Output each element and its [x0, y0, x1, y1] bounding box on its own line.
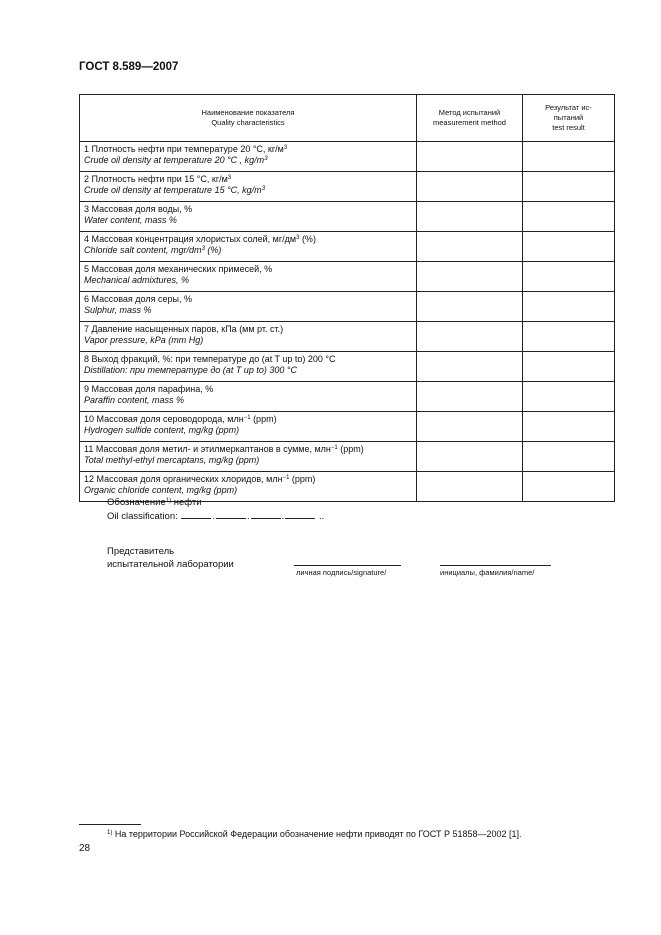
- result-cell[interactable]: [523, 262, 615, 292]
- table-row: [80, 142, 615, 172]
- characteristic-ru: 10 Массовая доля сероводорода, млн$^{-1}$ (ppm): [84, 414, 277, 424]
- characteristic-ru: 6 Массовая доля серы, %: [84, 294, 192, 304]
- method-cell[interactable]: [417, 382, 523, 412]
- page-number: 28: [79, 843, 91, 854]
- column-header-method: Метод испытаний measurement method: [417, 95, 523, 142]
- characteristic-en: Total methyl-ethyl mercaptans, mg/kg (ppm): [84, 455, 260, 465]
- method-cell[interactable]: [417, 142, 523, 172]
- method-cell[interactable]: [417, 202, 523, 232]
- characteristic-ru: 4 Массовая концентрация хлористых солей, $мг/дм^3$ (%): [84, 234, 316, 244]
- table-row: [80, 202, 615, 232]
- characteristic-cell: [80, 352, 417, 382]
- table-row: [80, 322, 615, 352]
- representative-label: испытательной лаборатории: [107, 559, 234, 570]
- table-row: [80, 442, 615, 472]
- method-cell[interactable]: [417, 292, 523, 322]
- method-cell[interactable]: [417, 472, 523, 502]
- characteristic-ru: 7 Давление насыщенных паров, кПа (мм рт. ст.): [84, 324, 284, 334]
- method-cell[interactable]: [417, 412, 523, 442]
- characteristic-en: Paraffin content, mass %: [84, 395, 185, 405]
- characteristic-ru: 9 Массовая доля парафина, %: [84, 384, 214, 394]
- oil-blank-field[interactable]: [216, 509, 246, 519]
- table-row: [80, 352, 615, 382]
- characteristic-cell: [80, 442, 417, 472]
- column-header-result: Результат ис- пытаний test result: [523, 95, 615, 142]
- characteristic-cell: [80, 322, 417, 352]
- column-header-characteristic: Наименование показателя Quality characteristics: [80, 95, 417, 142]
- characteristic-ru: 12 Массовая доля органических хлоридов, млн$^{-1}$ (ppm): [84, 474, 316, 484]
- characteristic-cell: [80, 382, 417, 412]
- characteristic-cell: [80, 262, 417, 292]
- document-header: ГОСТ 8.589—2007: [79, 61, 179, 73]
- characteristic-en: Chloride salt content, mgr/$dm^3$ (%): [84, 245, 222, 255]
- characteristic-ru: 8 Выход фракций, %: при температуре до (at T up to) 200 °С: [84, 354, 336, 364]
- characteristic-en: Organic chloride content, mg/kg (ppm): [84, 485, 238, 495]
- oil-classification: Обозначение$^{1)}$ нефти Oil classification: . . . ..: [107, 497, 325, 522]
- result-cell[interactable]: [523, 322, 615, 352]
- result-cell[interactable]: [523, 202, 615, 232]
- method-cell[interactable]: [417, 442, 523, 472]
- result-cell[interactable]: [523, 472, 615, 502]
- footnote-divider: [79, 824, 141, 825]
- representative-label: Представитель: [107, 546, 175, 557]
- footnote-ref: 1): [165, 498, 172, 504]
- table-row: [80, 382, 615, 412]
- characteristic-cell: [80, 202, 417, 232]
- characteristic-ru: 1 Плотность нефти при температуре 20 °С, $кг/м^3$: [84, 144, 288, 154]
- result-cell[interactable]: [523, 442, 615, 472]
- characteristic-en: Water content, mass %: [84, 215, 177, 225]
- result-cell[interactable]: [523, 382, 615, 412]
- method-cell[interactable]: [417, 352, 523, 382]
- name-caption: инициалы, фамилия/name/: [440, 568, 535, 577]
- characteristic-en: Crude oil density at temperature 20 °C , $kg/m^3$: [84, 155, 268, 165]
- method-cell[interactable]: [417, 262, 523, 292]
- characteristic-ru: 3 Массовая доля воды, %: [84, 204, 193, 214]
- result-cell[interactable]: [523, 172, 615, 202]
- result-cell[interactable]: [523, 142, 615, 172]
- characteristic-en: Sulphur, mass %: [84, 305, 152, 315]
- footnote: $^{1)}$ На территории Российской Федерации обозначение нефти приводят по ГОСТ Р 51858—2002 [1].: [107, 829, 522, 839]
- result-cell[interactable]: [523, 412, 615, 442]
- signature-caption: личная подпись/signature/: [296, 568, 387, 577]
- characteristic-en: Distillation: при температуре до (at T up to) 300 °C: [84, 365, 297, 375]
- table-header-row: [80, 95, 615, 142]
- name-line[interactable]: [440, 565, 551, 566]
- table-row: [80, 262, 615, 292]
- characteristic-en: Crude oil density at temperature 15 °C, $kg/m^3$: [84, 185, 266, 195]
- oil-blank-field[interactable]: [285, 509, 315, 519]
- characteristic-ru: 2 Плотность нефти при 15 °С, $кг/м^3$: [84, 174, 232, 184]
- oil-label-en: Oil classification:: [107, 511, 178, 522]
- quality-table: [79, 94, 615, 502]
- characteristic-cell: [80, 172, 417, 202]
- characteristic-cell: [80, 142, 417, 172]
- oil-blank-field[interactable]: [251, 509, 281, 519]
- method-cell[interactable]: [417, 172, 523, 202]
- table-row: [80, 172, 615, 202]
- result-cell[interactable]: [523, 292, 615, 322]
- characteristic-cell: [80, 232, 417, 262]
- method-cell[interactable]: [417, 232, 523, 262]
- table-row: [80, 292, 615, 322]
- method-cell[interactable]: [417, 322, 523, 352]
- characteristic-cell: [80, 412, 417, 442]
- oil-label-ru: Обозначение: [107, 497, 166, 508]
- result-cell[interactable]: [523, 352, 615, 382]
- characteristic-ru: 5 Массовая доля механических примесей, %: [84, 264, 273, 274]
- characteristic-cell: [80, 292, 417, 322]
- table-row: [80, 232, 615, 262]
- characteristic-en: Mechanical admixtures, %: [84, 275, 190, 285]
- characteristic-en: Hydrogen sulfide content, mg/kg (ppm): [84, 425, 240, 435]
- result-cell[interactable]: [523, 232, 615, 262]
- characteristic-ru: 11 Массовая доля метил- и этилмеркаптанов в сумме, млн$^{-1}$ (ppm): [84, 444, 364, 454]
- signature-line[interactable]: [294, 565, 401, 566]
- oil-blank-field[interactable]: [181, 509, 211, 519]
- characteristic-en: Vapor pressure, kPa (mm Hg): [84, 335, 204, 345]
- table-row: [80, 412, 615, 442]
- representative-block: [107, 545, 234, 571]
